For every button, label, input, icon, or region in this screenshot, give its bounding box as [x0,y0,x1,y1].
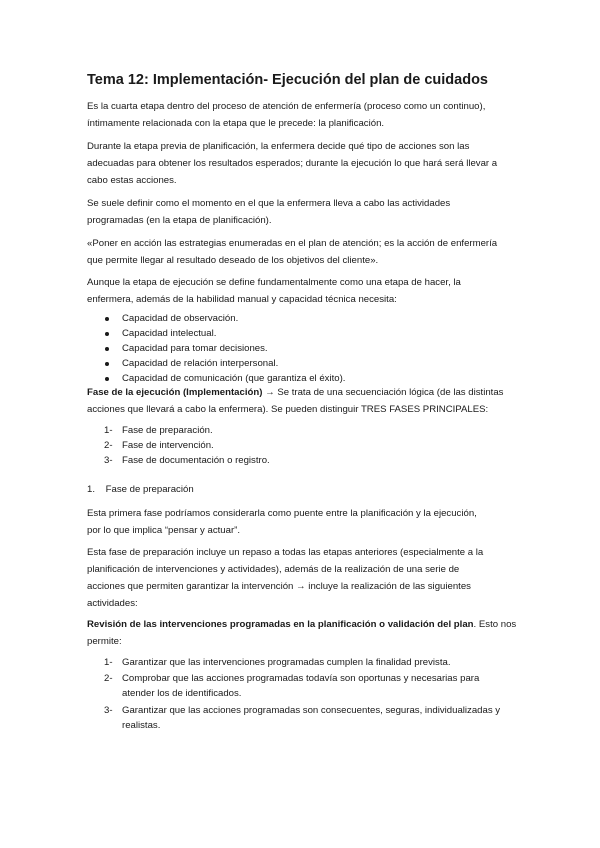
prep-line-3: acciones que permiten garantizar la intervención → incluye la realización de las siguientes [87,581,471,592]
bridge-line-1: Esta primera fase podríamos considerarla como puente entre la planificación y la ejecución, [87,508,477,519]
quote-line-2: que permite llegar al resultado deseado de los objetivos del cliente». [87,255,379,266]
quote-line-1: «Poner en acción las estrategias enumeradas en el plan de atención; es la acción de enfermería [87,238,498,249]
list-item: Capacidad intelectual. [87,326,345,341]
bullet-icon [105,332,109,336]
phases-intro-line-1: Fase de la ejecución (Implementación) → Se trata de una secuenciación lógica (de las distintas [87,387,504,398]
review-checks-list [87,655,500,733]
skills-bullet-list [87,311,345,386]
bullet-icon [105,347,109,351]
planning-line-2: adecuadas para obtener los resultados esperados; durante la ejecución lo que hará será llevar a [87,158,498,169]
list-item: 1- Fase de preparación. [104,425,213,436]
list-item: Capacidad para tomar decisiones. [87,341,345,356]
list-item: Capacidad de observación. [87,311,345,326]
list-item: Capacidad de relación interpersonal. [87,356,345,371]
planning-line-3: cabo estas acciones. [87,175,177,186]
list-item: 1- Garantizar que las intervenciones programadas cumplen la finalidad prevista. [104,657,451,668]
list-item: Capacidad de comunicación (que garantiza el éxito). [87,371,345,386]
page-title: Tema 12: Implementación- Ejecución del plan de cuidados [87,72,488,88]
bullet-icon [105,317,109,321]
definition-line-1: Se suele definir como el momento en el que la enfermera lleva a cabo las actividades [87,198,451,209]
bullet-icon [105,377,109,381]
prep-line-1: Esta fase de preparación incluye un repaso a todas las etapas anteriores (especialmente a la [87,547,484,558]
review-line-2: permite: [87,636,122,647]
list-item: 2- Fase de intervención. [104,440,214,451]
list-item: 3- Fase de documentación o registro. [104,455,270,466]
definition-line-2: programadas (en la etapa de planificación). [87,215,272,226]
planning-line-1: Durante la etapa previa de planificación, la enfermera decide qué tipo de acciones son las [87,141,470,152]
bullet-icon [105,362,109,366]
intro-line-2: íntimamente relacionada con la etapa que le precede: la planificación. [87,118,385,129]
list-item: 3- Garantizar que las acciones programadas son consecuentes, seguras, individualizadas y realistas. [104,705,501,731]
intro-line-1: Es la cuarta etapa dentro del proceso de atención de enfermería (proceso como un continuo), [87,101,486,112]
skills-intro-line-2: enfermera, además de la habilidad manual y capacidad técnica necesita: [87,294,397,305]
phases-list [87,423,270,468]
skills-intro-line-1: Aunque la etapa de ejecución se define fundamentalmente como una etapa de hacer, la [87,277,461,288]
list-item: 2- Comprobar que las acciones programadas todavía son oportunas y necesarias para atender los de identificados. [104,673,480,699]
review-line-1: Revisión de las intervenciones programadas en la planificación o validación del plan. Esto nos [87,619,517,630]
prep-line-4: actividades: [87,598,138,609]
phases-intro-line-2: acciones que llevará a cabo la enfermera). Se pueden distinguir TRES FASES PRINCIPALES: [87,404,489,415]
bridge-line-2: por lo que implica “pensar y actuar”. [87,525,241,536]
section-heading: 1. Fase de preparación [87,484,194,495]
prep-line-2: planificación de intervenciones y actividades), además de la realización de una serie de [87,564,460,575]
